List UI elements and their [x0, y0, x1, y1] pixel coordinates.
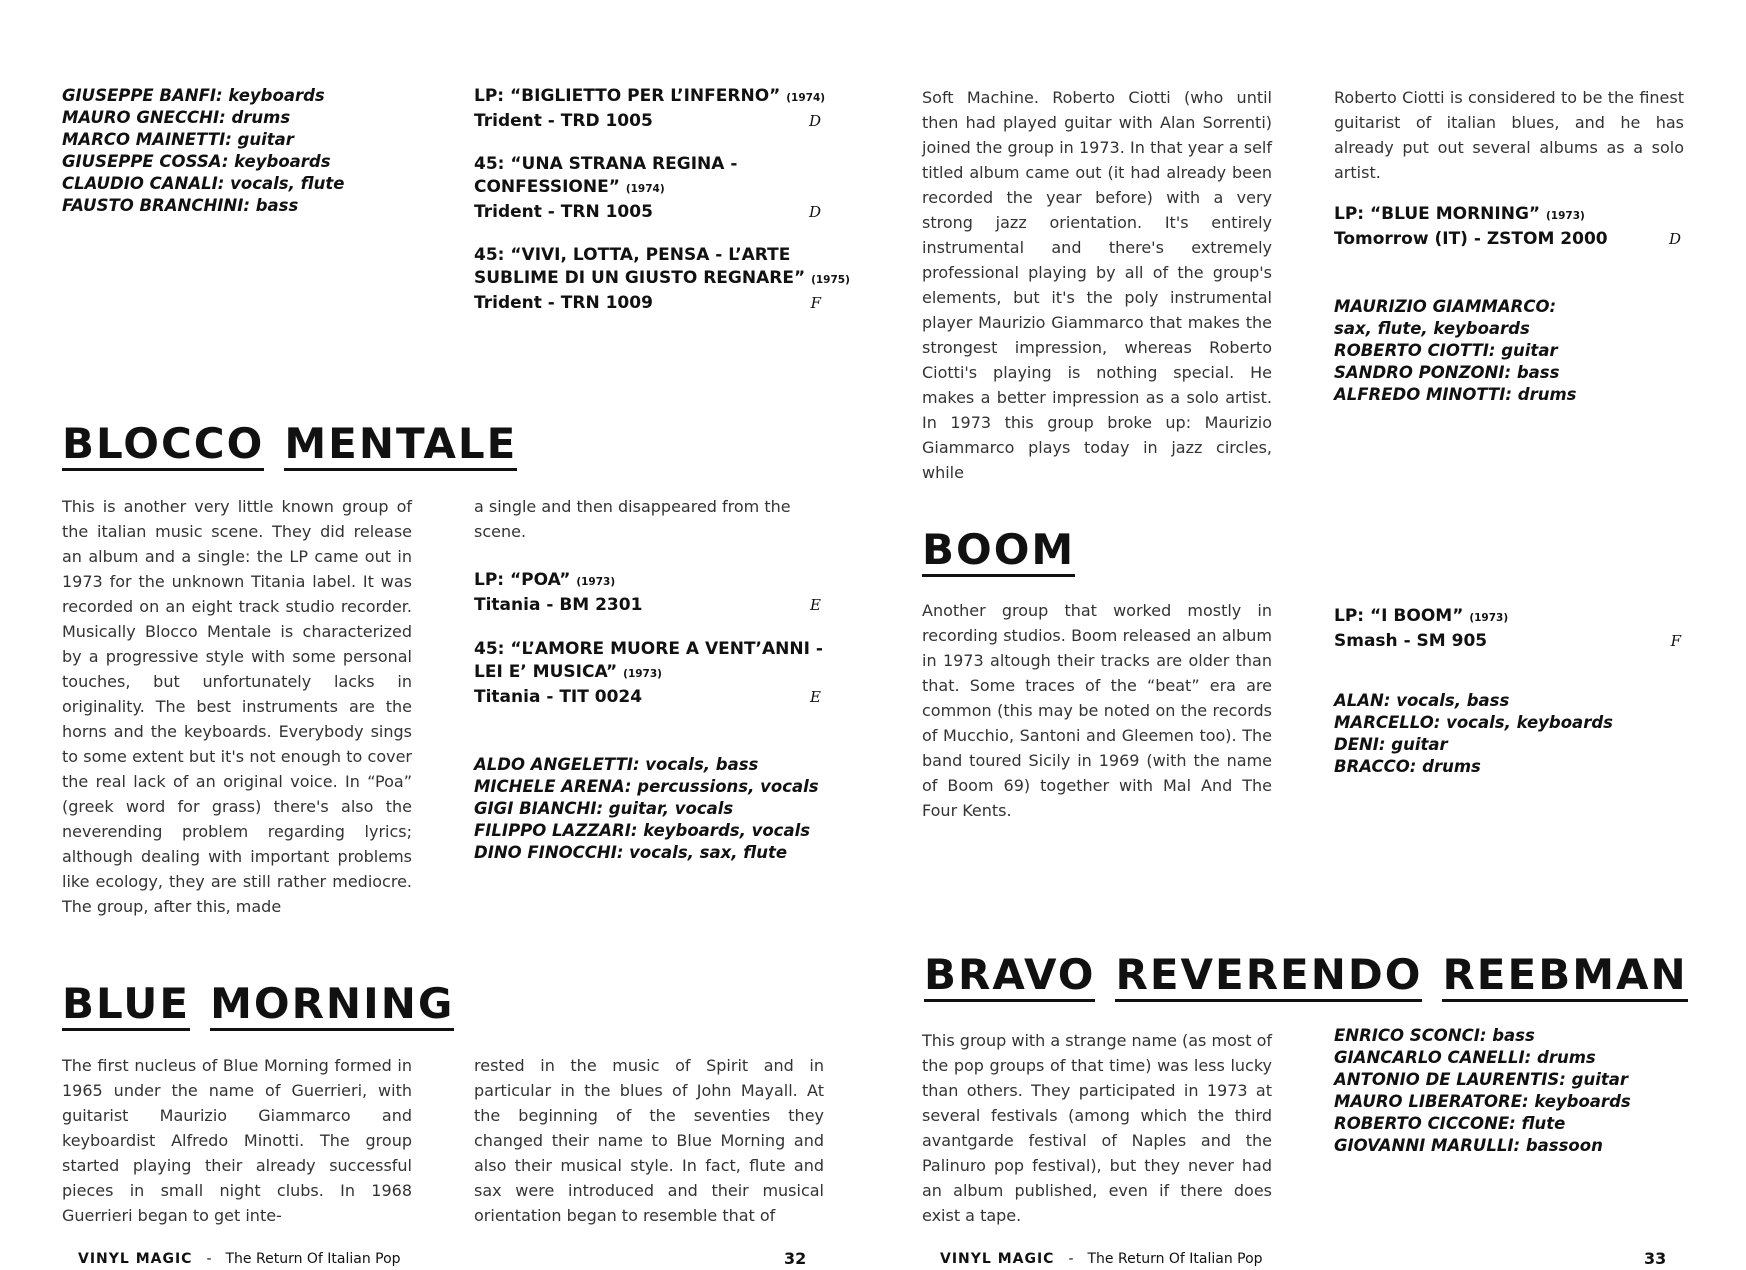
lineup-member: GIUSEPPE BANFI: keyboards	[62, 86, 325, 105]
record-label: Trident - TRN 1009	[474, 293, 653, 313]
lineup-member: MARCELLO: vocals, keyboards	[1334, 713, 1613, 732]
heading-word: MENTALE	[284, 420, 517, 471]
lineup-member: ROBERTO CIOTTI: guitar	[1334, 341, 1558, 360]
heading-word: BLOCCO	[62, 420, 264, 471]
page-number: 33	[1644, 1249, 1667, 1268]
record-label: Tomorrow (IT) - ZSTOM 2000	[1334, 229, 1608, 249]
record-title: LP: “POA”	[474, 570, 571, 590]
record-grade: E	[810, 688, 821, 706]
record-entry	[474, 244, 850, 315]
bravo-text: This group with a strange name (as most of the pop groups of that time) was less lucky than others. They participated in 1973 at several festivals (among which the third avantgarde festival of Naples and the Palinuro pop festival), but they never had an album published, even if there does exist a tape.	[922, 1031, 1272, 1225]
record-entry	[474, 569, 821, 617]
top-lineup	[62, 85, 402, 217]
lineup-member: ALAN: vocals, bass	[1334, 691, 1510, 710]
heading-word: MORNING	[210, 980, 454, 1031]
page-number: 32	[784, 1249, 807, 1268]
lineup-member: BRACCO: drums	[1334, 757, 1481, 776]
record-entry	[1334, 605, 1681, 653]
lineup-member: ALFREDO MINOTTI: drums	[1334, 385, 1577, 404]
record-grade: D	[808, 112, 821, 130]
record-grade: D	[808, 203, 821, 221]
lineup-member: GIOVANNI MARULLI: bassoon	[1334, 1136, 1603, 1155]
record-entry	[474, 153, 821, 224]
record-grade: E	[810, 596, 821, 614]
boom-lineup	[1334, 690, 1694, 778]
record-title: 45: “UNA STRANA REGINA -	[474, 154, 738, 174]
lineup-member: FAUSTO BRANCHINI: bass	[62, 196, 299, 215]
record-label: Trident - TRD 1005	[474, 111, 653, 131]
record-label: Smash - SM 905	[1334, 631, 1488, 651]
lineup-member: ANTONIO DE LAURENTIS: guitar	[1334, 1070, 1629, 1089]
record-entry	[1334, 203, 1681, 251]
record-year: (1973)	[1469, 612, 1509, 624]
heading-word: BRAVO	[924, 951, 1095, 1002]
record-title-cont: LEI E’ MUSICA”	[474, 662, 618, 682]
lineup-member: GIANCARLO CANELLI: drums	[1334, 1048, 1596, 1067]
lineup-member: sax, flute, keyboards	[1334, 319, 1530, 338]
boom-text: Another group that worked mostly in recording studios. Boom released an album in 1973 altough their tracks are older than that. Some traces of the “beat” era are common (this may be noted on the records of Mucchio, Santoni and Gleemen too). The band toured Sicily in 1969 (with the name of Boom 69) together with Mal And The Four Kents.	[922, 601, 1272, 820]
record-year: (1973)	[576, 576, 616, 588]
record-title-cont: CONFESSIONE”	[474, 177, 620, 197]
lineup-member: ENRICO SCONCI: bass	[1334, 1026, 1535, 1045]
lineup-member: ROBERTO CICCONE: flute	[1334, 1114, 1566, 1133]
footer-left	[78, 1250, 401, 1268]
lineup-member: GIGI BIANCHI: guitar, vocals	[474, 799, 734, 818]
blocco-lineup	[474, 754, 834, 864]
blue-text-col1: The first nucleus of Blue Morning formed in 1965 under the name of Guerrieri, with guitarist Maurizio Giammarco and keyboardist Alfredo Minotti. The group started playing their already successful pieces in small night clubs. In 1968 Guerrieri began to get inte-	[62, 1056, 412, 1225]
heading-word: REEBMAN	[1442, 951, 1687, 1002]
lineup-member: MAURO GNECCHI: drums	[62, 108, 291, 127]
record-entry	[474, 85, 826, 133]
lineup-member: MARCO MAINETTI: guitar	[62, 130, 294, 149]
lineup-member: CLAUDIO CANALI: vocals, flute	[62, 174, 345, 193]
blocco-text-col1: This is another very little known group of the italian music scene. They did release an album and a single: the LP came out in 1973 for the unknown Titania label. It was recorded on an eight track studio recorder. Musically Blocco Mentale is characterized by a progressive style with some personal touches, but unfortunately lacks in originality. The best instruments are the horns and the keyboards. Everybody sings to some extent but it's not enough to cover the real lack of an original voice. In “Poa” (greek word for grass) there's also the neverending problem regarding lyrics; although dealing with important problems like ecology, they are still rather mediocre. The group, after this, made	[62, 497, 412, 916]
footer-right	[940, 1250, 1263, 1268]
blocco-text-col2: a single and then disappeared from the scene.	[474, 497, 791, 541]
record-label: Titania - BM 2301	[474, 595, 643, 615]
record-title: 45: “VIVI, LOTTA, PENSA - L’ARTE	[474, 245, 791, 265]
blue-lineup	[1334, 296, 1694, 406]
record-title: LP: “BLUE MORNING”	[1334, 204, 1541, 224]
record-year: (1975)	[811, 274, 850, 286]
lineup-member: SANDRO PONZONI: bass	[1334, 363, 1560, 382]
magazine-subtitle: The Return Of Italian Pop	[1087, 1251, 1263, 1267]
heading-blue-morning	[62, 980, 474, 1031]
record-title-cont: SUBLIME DI UN GIUSTO REGNARE”	[474, 268, 806, 288]
heading-bravo-reverendo-reebman	[924, 951, 1708, 1002]
record-title: LP: “BIGLIETTO PER L’INFERNO”	[474, 86, 781, 106]
record-label: Trident - TRN 1005	[474, 202, 653, 222]
heading-word: BLUE	[62, 980, 190, 1031]
lineup-member: DINO FINOCCHI: vocals, sax, flute	[474, 843, 788, 862]
heading-blocco-mentale	[62, 420, 537, 471]
blue-cont-col2: Roberto Ciotti is considered to be the finest guitarist of italian blues, and he has already put out several albums as a solo artist.	[1334, 88, 1684, 182]
lineup-member: ALDO ANGELETTI: vocals, bass	[474, 755, 759, 774]
record-title: 45: “L’AMORE MUORE A VENT’ANNI -	[474, 639, 823, 659]
lineup-member: GIUSEPPE COSSA: keyboards	[62, 152, 331, 171]
lineup-member: MAURIZIO GIAMMARCO:	[1334, 297, 1557, 316]
footer-dash: -	[1068, 1251, 1074, 1267]
magazine-subtitle: The Return Of Italian Pop	[225, 1251, 401, 1267]
heading-boom	[922, 526, 1095, 577]
record-year: (1974)	[786, 92, 826, 104]
record-grade: D	[1668, 230, 1681, 248]
record-grade: F	[1670, 632, 1681, 650]
footer-dash: -	[206, 1251, 212, 1267]
heading-word: REVERENDO	[1115, 951, 1422, 1002]
blue-text-col2: rested in the music of Spirit and in particular in the blues of John Mayall. At the beginning of the seventies they changed their name to Blue Morning and also their musical style. In fact, flute and sax were introduced and their musical orientation began to resemble that of	[474, 1056, 824, 1225]
record-label: Titania - TIT 0024	[474, 687, 643, 707]
magazine-name: VINYL MAGIC	[78, 1251, 193, 1267]
lineup-member: DENI: guitar	[1334, 735, 1448, 754]
record-entry	[474, 638, 821, 709]
record-year: (1974)	[625, 183, 665, 195]
lineup-member: MAURO LIBERATORE: keyboards	[1334, 1092, 1631, 1111]
heading-word: BOOM	[922, 526, 1075, 577]
magazine-name: VINYL MAGIC	[940, 1251, 1055, 1267]
lineup-member: FILIPPO LAZZARI: keyboards, vocals	[474, 821, 811, 840]
blue-cont-col1: Soft Machine. Roberto Ciotti (who until then had played guitar with Alan Sorrenti) joined the group in 1973. In that year a self titled album came out (it had already been recorded the year before) with a very strong jazz orientation. It's entirely instrumental and there's extremely professional playing by all of the group's elements, but it's the poly instrumental player Maurizio Giammarco that makes the strongest impression, whereas Roberto Ciotti's playing is nothing special. He makes a better impression as a solo artist. In 1973 this group broke up: Maurizio Giammarco plays today in jazz circles, while	[922, 88, 1272, 482]
record-title: LP: “I BOOM”	[1334, 606, 1464, 626]
bravo-lineup	[1334, 1025, 1714, 1157]
record-year: (1973)	[623, 668, 662, 680]
record-grade: F	[810, 294, 821, 312]
record-year: (1973)	[1546, 210, 1585, 222]
lineup-member: MICHELE ARENA: percussions, vocals	[474, 777, 819, 796]
